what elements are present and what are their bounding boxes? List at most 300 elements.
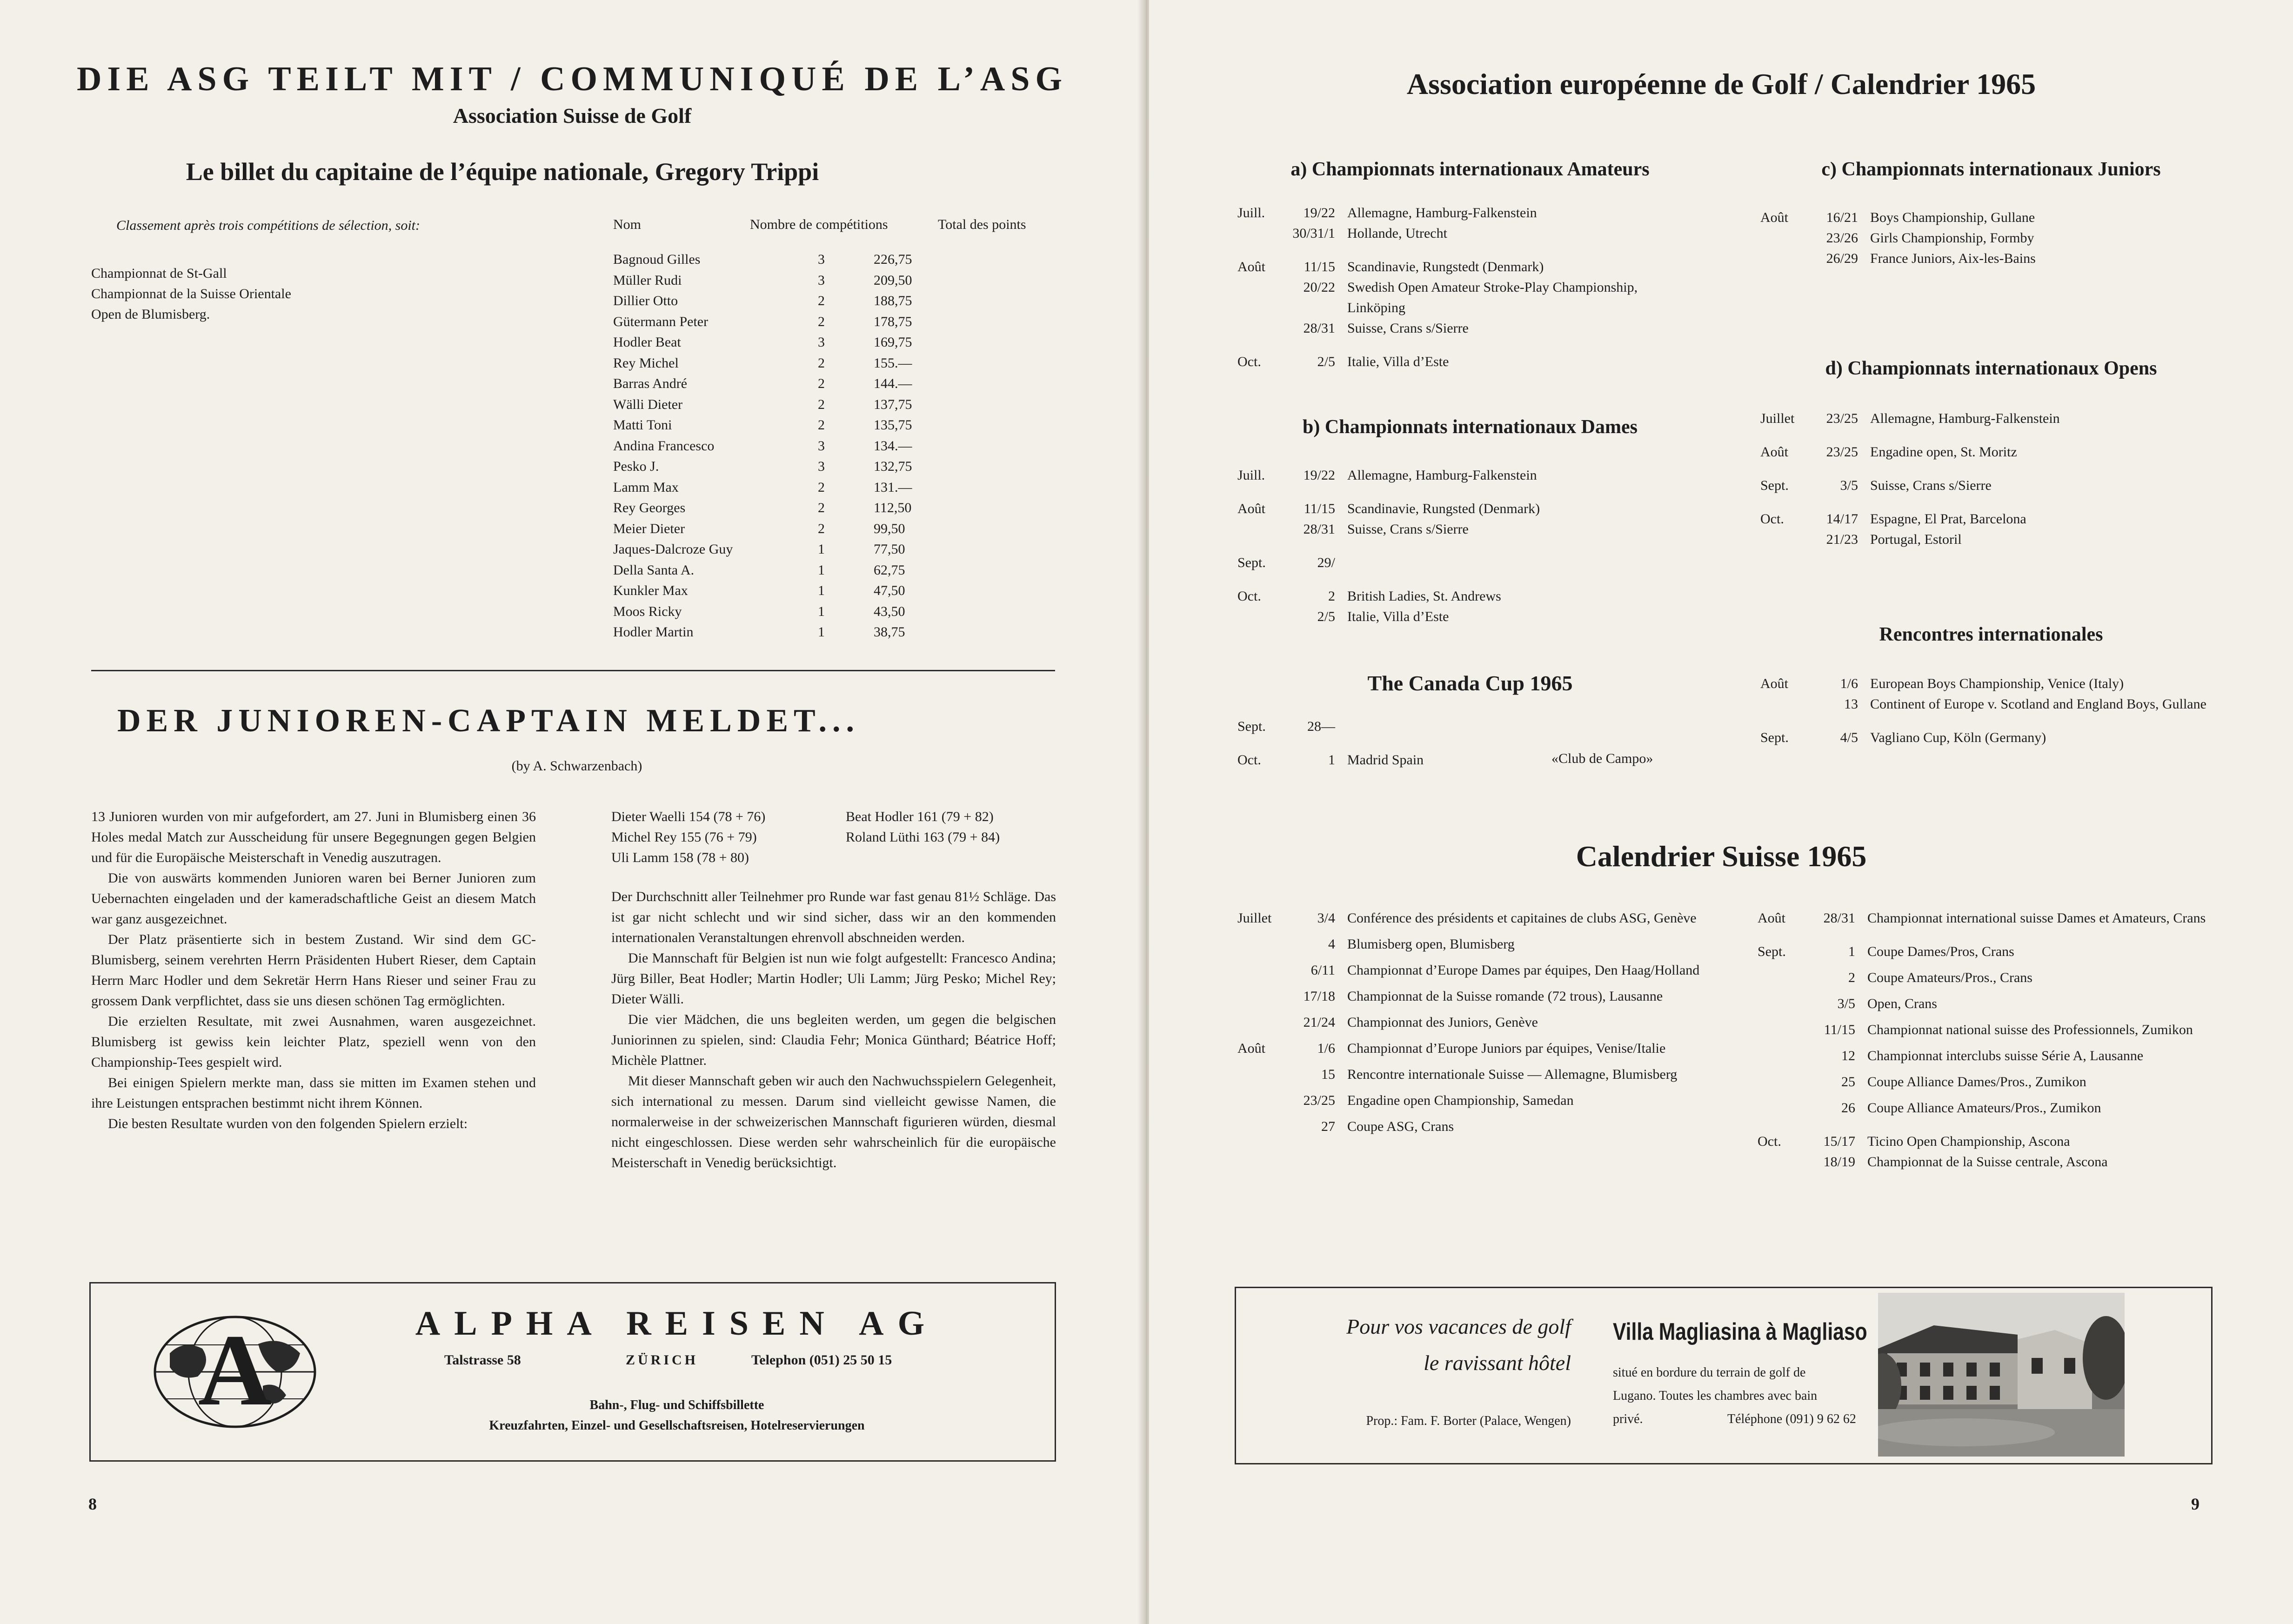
row-spacer xyxy=(1760,462,2216,475)
event-month: Oct. xyxy=(1237,354,1261,369)
event-dates: 28/31 xyxy=(1303,321,1335,336)
calendar-row xyxy=(1758,942,2227,962)
event-dates: 1 xyxy=(1848,944,1855,959)
total-points: 135,75 xyxy=(874,417,912,433)
calendar-row xyxy=(1237,223,1693,244)
event-month xyxy=(1758,1072,1809,1092)
ranking-row xyxy=(613,291,1027,312)
row-spacer xyxy=(1760,715,2226,728)
total-points: 99,50 xyxy=(874,521,905,536)
event-dates: 25 xyxy=(1841,1074,1855,1089)
svg-text:A: A xyxy=(198,1313,272,1427)
right-page xyxy=(1149,0,2293,1624)
ad-hotel-name: Villa Magliasina à Magliaso xyxy=(1613,1318,1867,1345)
total-points: 134.— xyxy=(874,438,912,454)
event-dates: 27 xyxy=(1321,1119,1335,1134)
event-name: Coupe Alliance Dames/Pros., Zumikon xyxy=(1867,1074,2086,1089)
ranking-row xyxy=(613,394,1027,415)
event-dates: 2/5 xyxy=(1317,609,1335,624)
event-month: Sept. xyxy=(1758,944,1786,959)
event-dates: 26/29 xyxy=(1826,251,1858,266)
ranking-row xyxy=(613,498,1027,519)
calendar-row xyxy=(1237,257,1693,277)
player-name: Hodler Beat xyxy=(613,334,681,350)
event-name: Swedish Open Amateur Stroke-Play Championship, Linköping xyxy=(1347,280,1638,315)
event-dates: 18/19 xyxy=(1823,1154,1855,1170)
event-name: Girls Championship, Formby xyxy=(1870,230,2034,246)
player-name: Pesko J. xyxy=(613,459,659,474)
ranking-row xyxy=(613,456,1027,477)
event-dates: 11/15 xyxy=(1304,259,1335,274)
calendar-row xyxy=(1237,716,1610,737)
event-dates: 23/25 xyxy=(1303,1093,1335,1108)
row-spacer xyxy=(1760,429,2216,442)
event-dates: 17/18 xyxy=(1303,989,1335,1004)
competition-item: Open de Blumisberg. xyxy=(91,307,210,322)
row-spacer xyxy=(1237,955,1703,960)
calendar-row xyxy=(1760,442,2216,462)
event-name xyxy=(1347,553,1693,573)
event-name: Championnat de la Suisse centrale, Ascona xyxy=(1867,1154,2108,1170)
event-name: Championnat international suisse Dames et Amateurs, Crans xyxy=(1867,910,2206,926)
event-name: Hollande, Utrecht xyxy=(1347,226,1447,241)
calendar-row xyxy=(1758,1020,2227,1040)
player-name: Müller Rudi xyxy=(613,272,682,288)
calendar-row xyxy=(1758,1131,2227,1152)
event-dates: 2 xyxy=(1328,588,1335,604)
event-month: Juillet xyxy=(1760,411,1795,426)
ad-desc-2: Lugano. Toutes les chambres avec bain xyxy=(1613,1389,1818,1403)
section-divider xyxy=(91,670,1055,671)
article-paragraph: Der Durchschnitt aller Teilnehmer pro Runde war fast genau 81½ Schläge. Das ist gar nicht schlecht und wir sind sicher, dass wir an den kommenden internationalen Veranstaltungen ehrenvoll abschneiden werden. xyxy=(611,889,1056,945)
event-month xyxy=(1760,248,1812,269)
event-name: Italie, Villa d’Este xyxy=(1347,609,1449,624)
event-month: Août xyxy=(1760,444,1788,460)
event-month: Sept. xyxy=(1760,730,1789,745)
row-spacer xyxy=(1237,1111,1703,1116)
total-points: 62,75 xyxy=(874,562,905,578)
event-dates: 11/15 xyxy=(1824,1022,1855,1037)
result-line: Beat Hodler 161 (79 + 82) xyxy=(846,809,994,824)
calendar-row xyxy=(1758,908,2227,929)
row-spacer xyxy=(1237,929,1703,934)
event-month: Sept. xyxy=(1760,478,1789,493)
event-dates: 1 xyxy=(1328,752,1335,768)
event-name: Portugal, Estoril xyxy=(1870,532,1962,547)
calendar-row xyxy=(1237,499,1693,519)
competition-count: 2 xyxy=(818,500,825,515)
event-month xyxy=(1237,1064,1289,1085)
row-spacer xyxy=(1758,962,2227,968)
result-line: Uli Lamm 158 (78 + 80) xyxy=(611,850,749,865)
row-spacer xyxy=(1758,1092,2227,1098)
page-title: DIE ASG TEILT MIT / COMMUNIQUÉ DE L’ASG xyxy=(76,60,1068,98)
article-column-1 xyxy=(91,807,536,1134)
ad-phone: Telephon (051) 25 50 15 xyxy=(751,1352,892,1368)
row-spacer xyxy=(1237,737,1610,750)
total-points: 38,75 xyxy=(874,624,905,640)
ranking-row xyxy=(613,581,1027,601)
event-dates: 23/25 xyxy=(1826,411,1858,426)
event-name: Suisse, Crans s/Sierre xyxy=(1347,521,1469,537)
article-column-2 xyxy=(611,807,1056,1173)
ad-owner: Prop.: Fam. F. Borter (Palace, Wengen) xyxy=(1366,1414,1571,1428)
left-page xyxy=(0,0,1144,1624)
event-dates: 1/6 xyxy=(1317,1041,1335,1056)
player-name: Rey Georges xyxy=(613,500,686,515)
results-list-a xyxy=(611,807,765,868)
ranking-row xyxy=(613,477,1027,498)
ranking-row xyxy=(613,601,1027,622)
calendar-row xyxy=(1237,465,1693,486)
total-points: 137,75 xyxy=(874,396,912,412)
row-spacer xyxy=(1758,1014,2227,1020)
competition-count: 3 xyxy=(818,334,825,350)
competition-count: 2 xyxy=(818,376,825,391)
article-paragraph: Die erzielten Resultate, mit zwei Ausnahmen, waren ausgezeichnet. Blumisberg ist gewiss kein leichter Platz, speziell wenn von den Championship-Tees gespielt wird. xyxy=(91,1014,536,1070)
event-dates: 13 xyxy=(1844,696,1858,712)
calendar-row xyxy=(1760,694,2226,715)
event-dates: 3/4 xyxy=(1317,910,1335,926)
competition-count: 2 xyxy=(818,521,825,536)
calendar-row xyxy=(1758,1046,2227,1066)
player-name: Dillier Otto xyxy=(613,293,678,308)
section-c-title: c) Championnats internationaux Juniors xyxy=(1821,159,2161,180)
competition-count: 1 xyxy=(818,562,825,578)
row-spacer xyxy=(1758,929,2227,942)
event-month xyxy=(1758,1020,1809,1040)
row-spacer xyxy=(1237,486,1693,499)
event-dates: 29/ xyxy=(1317,555,1335,570)
ad-line-2: Kreuzfahrten, Einzel- und Gesellschaftsreisen, Hotelreservierungen xyxy=(489,1418,865,1433)
event-name: Vagliano Cup, Köln (Germany) xyxy=(1870,730,2046,745)
event-dates: 14/17 xyxy=(1826,511,1858,527)
calendar-row xyxy=(1237,908,1703,929)
player-name: Della Santa A. xyxy=(613,562,695,578)
calendar-row xyxy=(1758,968,2227,988)
event-name: Ticino Open Championship, Ascona xyxy=(1867,1134,2070,1149)
event-dates: 6/11 xyxy=(1310,962,1335,978)
event-month: Août xyxy=(1237,501,1265,516)
event-name: Suisse, Crans s/Sierre xyxy=(1347,321,1469,336)
event-name: Blumisberg open, Blumisberg xyxy=(1347,936,1515,952)
calendar-row xyxy=(1237,960,1703,981)
total-points: 77,50 xyxy=(874,541,905,557)
event-name: Championnat de la Suisse romande (72 trous), Lausanne xyxy=(1347,989,1663,1004)
section-d-table xyxy=(1760,408,2216,550)
player-name: Matti Toni xyxy=(613,417,672,433)
event-name: France Juniors, Aix-les-Bains xyxy=(1870,251,2036,266)
calendar-row xyxy=(1237,553,1693,573)
event-month xyxy=(1237,223,1289,244)
article-paragraph: Die besten Resultate wurden von den folgenden Spielern erzielt: xyxy=(108,1116,468,1131)
total-points: 43,50 xyxy=(874,603,905,619)
player-name: Wälli Dieter xyxy=(613,396,683,412)
competition-count: 1 xyxy=(818,541,825,557)
event-name: Championnat national suisse des Professionnels, Zumikon xyxy=(1867,1022,2193,1037)
event-name: Open, Crans xyxy=(1867,996,1937,1011)
event-dates: 3/5 xyxy=(1837,996,1855,1011)
event-dates: 19/22 xyxy=(1303,205,1335,221)
event-month xyxy=(1237,318,1289,339)
competition-count: 2 xyxy=(818,396,825,412)
calendar-row xyxy=(1237,1012,1703,1033)
event-month xyxy=(1237,986,1289,1007)
event-dates: 4/5 xyxy=(1840,730,1858,745)
article-paragraph: 13 Junioren wurden von mir aufgefordert, am 27. Juni in Blumisberg einen 36 Holes medal Match zur Ausscheidung für unsere Begegnungen gegen Belgien und für die Europäische Meisterschaft in Venedig auszutragen. xyxy=(91,809,536,865)
calendar-row xyxy=(1237,1064,1703,1085)
event-month: Oct. xyxy=(1758,1134,1781,1149)
total-points: 178,75 xyxy=(874,314,912,329)
player-name: Gütermann Peter xyxy=(613,314,709,329)
article-byline: (by A. Schwarzenbach) xyxy=(511,758,642,774)
result-line: Michel Rey 155 (76 + 79) xyxy=(611,829,757,845)
col-header-name: Nom xyxy=(613,217,641,232)
total-points: 131.— xyxy=(874,479,912,495)
event-month: Juill. xyxy=(1237,468,1265,483)
calendar-row xyxy=(1237,277,1693,318)
event-dates: 20/22 xyxy=(1303,280,1335,295)
event-name: Espagne, El Prat, Barcelona xyxy=(1870,511,2026,527)
ranking-row xyxy=(613,415,1027,436)
competition-count: 2 xyxy=(818,355,825,371)
total-points: 155.— xyxy=(874,355,912,371)
player-name: Meier Dieter xyxy=(613,521,685,536)
result-line: Dieter Waelli 154 (78 + 76) xyxy=(611,809,766,824)
ad-desc-1: situé en bordure du terrain de golf de xyxy=(1613,1365,1806,1380)
event-month: Oct. xyxy=(1237,752,1261,768)
row-spacer xyxy=(1758,1066,2227,1072)
event-name: Coupe Dames/Pros, Crans xyxy=(1867,944,2014,959)
ranking-intro: Classement après trois compétitions de sélection, soit: xyxy=(116,218,420,233)
ad-company-name: ALPHA REISEN AG xyxy=(415,1304,939,1343)
player-name: Andina Francesco xyxy=(613,438,715,454)
section-c-table xyxy=(1760,207,2216,269)
results-list-b xyxy=(846,807,1000,848)
event-dates: 19/22 xyxy=(1303,468,1335,483)
event-name: British Ladies, St. Andrews xyxy=(1347,588,1501,604)
event-name: Scandinavie, Rungstedt (Denmark) xyxy=(1347,259,1544,274)
calendar-row xyxy=(1758,1098,2227,1118)
calendar-row xyxy=(1760,228,2216,248)
calendar-row xyxy=(1237,934,1703,955)
row-spacer xyxy=(1237,540,1693,553)
event-name: Italie, Villa d’Este xyxy=(1347,354,1449,369)
col-header-points: Total des points xyxy=(938,217,1026,232)
total-points: 209,50 xyxy=(874,272,912,288)
competition-count: 2 xyxy=(818,479,825,495)
event-month xyxy=(1758,1046,1809,1066)
row-spacer xyxy=(1237,981,1703,986)
player-name: Barras André xyxy=(613,376,688,391)
row-spacer xyxy=(1237,1085,1703,1090)
calendar-row xyxy=(1758,994,2227,1014)
event-name: Championnat d’Europe Dames par équipes, Den Haag/Holland xyxy=(1347,962,1700,978)
ranking-row xyxy=(613,353,1027,374)
competition-list xyxy=(91,263,291,325)
row-spacer xyxy=(1758,1118,2227,1131)
ranking-row xyxy=(613,519,1027,540)
competition-count: 1 xyxy=(818,603,825,619)
event-dates: 23/25 xyxy=(1826,444,1858,460)
event-name: Continent of Europe v. Scotland and England Boys, Gullane xyxy=(1870,696,2206,712)
calendar-row xyxy=(1760,408,2216,429)
event-dates: 28/31 xyxy=(1303,521,1335,537)
ranking-row xyxy=(613,622,1027,643)
canada-cup-title: The Canada Cup 1965 xyxy=(1367,671,1573,695)
calendar-row xyxy=(1237,519,1693,540)
total-points: 47,50 xyxy=(874,583,905,598)
event-month: Août xyxy=(1237,259,1265,274)
section-b-title: b) Championnats internationaux Dames xyxy=(1303,416,1638,438)
event-month xyxy=(1758,968,1809,988)
calendar-row xyxy=(1760,728,2226,748)
suisse-right-table xyxy=(1758,908,2227,1172)
calendar-row xyxy=(1758,1072,2227,1092)
competition-count: 3 xyxy=(818,272,825,288)
calendar-row xyxy=(1237,352,1693,372)
player-name: Kunkler Max xyxy=(613,583,688,598)
event-name: European Boys Championship, Venice (Italy) xyxy=(1870,676,2124,691)
row-spacer xyxy=(1237,339,1693,352)
ad-address: Talstrasse 58 xyxy=(444,1352,521,1368)
article-paragraph: Die von auswärts kommenden Junioren waren bei Berner Junioren zum Uebernachten eingeladen und der kameradschaftliche Geist an diesem Match war ganz ausgezeichnet. xyxy=(91,870,536,927)
suisse-left-table xyxy=(1237,908,1703,1137)
event-dates: 4 xyxy=(1328,936,1335,952)
event-month: Juillet xyxy=(1237,910,1272,926)
event-dates: 26 xyxy=(1841,1100,1855,1116)
event-dates: 12 xyxy=(1841,1048,1855,1063)
event-name: Madrid Spain xyxy=(1347,752,1424,768)
event-month: Sept. xyxy=(1237,555,1266,570)
event-dates: 11/15 xyxy=(1304,501,1335,516)
event-dates: 2 xyxy=(1848,970,1855,985)
calendar-row xyxy=(1237,586,1693,607)
total-points: 226,75 xyxy=(874,252,912,267)
competition-item: Championnat de St-Gall xyxy=(91,266,227,281)
event-name: Scandinavie, Rungsted (Denmark) xyxy=(1347,501,1540,516)
col-header-competitions: Nombre de compétitions xyxy=(750,217,888,232)
ranking-table xyxy=(613,249,1027,643)
calendar-row xyxy=(1237,1116,1703,1137)
event-name xyxy=(1347,716,1610,737)
calendar-row xyxy=(1760,529,2216,550)
ad-line-1: Bahn-, Flug- und Schiffsbillette xyxy=(589,1398,764,1412)
event-dates: 15 xyxy=(1321,1067,1335,1082)
calendar-row xyxy=(1760,475,2216,496)
page-number: 8 xyxy=(88,1495,97,1513)
event-dates: 3/5 xyxy=(1840,478,1858,493)
event-month: Août xyxy=(1237,1041,1265,1056)
calendar-row xyxy=(1760,207,2216,228)
rencontres-table xyxy=(1760,674,2226,748)
canada-cup-club: «Club de Campo» xyxy=(1551,751,1653,766)
player-name: Lamm Max xyxy=(613,479,679,495)
event-dates: 23/26 xyxy=(1826,230,1858,246)
event-month xyxy=(1237,519,1289,540)
section-a-title: a) Championnats internationaux Amateurs xyxy=(1290,159,1650,180)
ad-city: ZÜRICH xyxy=(626,1352,699,1368)
event-month xyxy=(1237,1012,1289,1033)
ad-tagline-1: Pour vos vacances de golf xyxy=(1346,1315,1571,1338)
event-dates: 16/21 xyxy=(1826,210,1858,225)
result-line: Roland Lüthi 163 (79 + 84) xyxy=(846,829,1000,845)
row-spacer xyxy=(1237,1059,1703,1064)
article-paragraph: Mit dieser Mannschaft geben wir auch den Nachwuchsspielern Gelegenheit, sich international zu messen. Darum sind vielleicht gewisse Namen, die normalerweise in der schweizerischen Mannschaft figurieren würden, diesmal nicht eingeschlossen. Diese werden sehr wahrscheinlich für die europäische Meisterschaft in Venedig berücksichtigt. xyxy=(611,1073,1056,1170)
alpha-reisen-ad xyxy=(89,1282,1056,1462)
event-month: Août xyxy=(1758,910,1785,926)
event-dates: 28— xyxy=(1307,719,1335,734)
event-month xyxy=(1760,529,1812,550)
event-month xyxy=(1237,607,1289,627)
calendar-row xyxy=(1760,248,2216,269)
ranking-row xyxy=(613,312,1027,333)
ad-desc-3: privé. xyxy=(1613,1412,1643,1426)
event-month: Sept. xyxy=(1237,719,1266,734)
total-points: 144.— xyxy=(874,376,912,391)
event-month: Août xyxy=(1760,210,1788,225)
competition-count: 2 xyxy=(818,293,825,308)
ranking-row xyxy=(613,560,1027,581)
competition-count: 1 xyxy=(818,583,825,598)
event-month: Juill. xyxy=(1237,205,1265,221)
event-dates: 2/5 xyxy=(1317,354,1335,369)
calendar-row xyxy=(1237,318,1693,339)
competition-count: 1 xyxy=(818,624,825,640)
event-name: Coupe Amateurs/Pros., Crans xyxy=(1867,970,2032,985)
calendar-row xyxy=(1760,674,2226,694)
row-spacer xyxy=(1237,1033,1703,1038)
player-name: Jaques-Dalcroze Guy xyxy=(613,541,733,557)
page-title: Association européenne de Golf / Calendrier 1965 xyxy=(1406,67,2036,100)
player-name: Rey Michel xyxy=(613,355,679,371)
villa-ad xyxy=(1235,1287,2213,1464)
event-month xyxy=(1758,994,1809,1014)
article-paragraph: Bei einigen Spielern merkte man, dass sie mitten im Examen stehen und ihre Leistungen entsprachen bestimmt nicht ihrem Können. xyxy=(91,1075,536,1111)
event-name: Conférence des présidents et capitaines de clubs ASG, Genève xyxy=(1347,910,1697,926)
event-dates: 15/17 xyxy=(1823,1134,1855,1149)
article-paragraph: Der Platz präsentierte sich in bestem Zustand. Wir sind dem GC-Blumisberg, seinem verehrten Herrn Präsidenten Hubert Rieser, dem Captain Herrn Marc Hodler und dem Sekretär Herrn Hans Rieser und seiner Frau zu grossem Dank verpflichtet, dass sie uns diesen schönen Tag ermöglichten. xyxy=(91,932,536,1009)
ranking-row xyxy=(613,436,1027,457)
event-month xyxy=(1237,1116,1289,1137)
event-month: Oct. xyxy=(1760,511,1784,527)
row-spacer xyxy=(1758,988,2227,994)
total-points: 188,75 xyxy=(874,293,912,308)
total-points: 132,75 xyxy=(874,459,912,474)
event-name: Coupe ASG, Crans xyxy=(1347,1119,1454,1134)
ranking-row xyxy=(613,374,1027,394)
event-name: Allemagne, Hamburg-Falkenstein xyxy=(1347,468,1537,483)
calendar-row xyxy=(1237,1038,1703,1059)
event-name: Rencontre internationale Suisse — Allemagne, Blumisberg xyxy=(1347,1067,1678,1082)
competition-count: 3 xyxy=(818,252,825,267)
event-dates: 21/24 xyxy=(1303,1015,1335,1030)
event-month xyxy=(1237,277,1289,318)
event-name: Allemagne, Hamburg-Falkenstein xyxy=(1347,205,1537,221)
calendar-row xyxy=(1760,509,2216,529)
player-name: Bagnoud Gilles xyxy=(613,252,701,267)
rencontres-title: Rencontres internationales xyxy=(1879,624,2103,645)
event-dates: 30/31/1 xyxy=(1292,226,1335,241)
article-paragraph: Die vier Mädchen, die uns begleiten werden, um gegen die belgischen Juniorinnen zu spielen, sind: Claudia Fehr; Monica Günthard; Béatrice Hoff; Michèle Plattner. xyxy=(611,1012,1056,1068)
globe-logo-icon xyxy=(151,1311,319,1432)
competition-item: Championnat de la Suisse Orientale xyxy=(91,286,291,301)
row-spacer xyxy=(1758,1040,2227,1046)
calendar-row xyxy=(1237,607,1693,627)
ranking-row xyxy=(613,270,1027,291)
calendar-row xyxy=(1758,1152,2227,1172)
page-subtitle: Association Suisse de Golf xyxy=(453,104,692,127)
